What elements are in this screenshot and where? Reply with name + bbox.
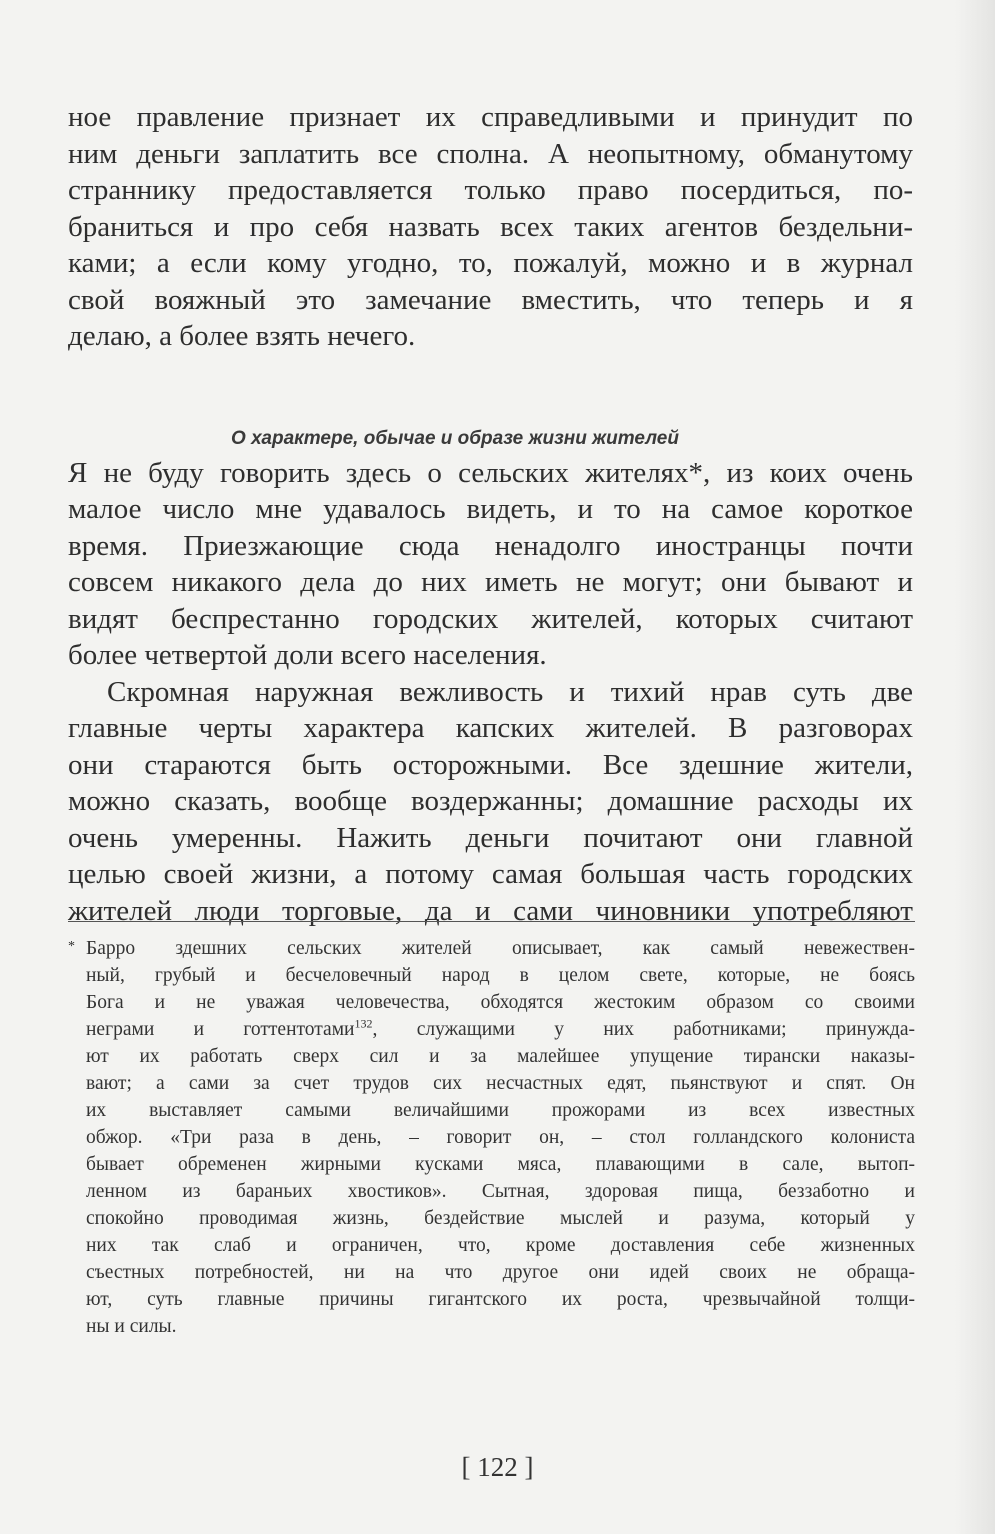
text-line: браниться и про себя назвать всех таких агентов бездельни- [68,211,913,243]
text-line: ное правление признает их справедливыми и принудит по [68,101,913,133]
text-line: страннику предоставляется только право посердиться, по- [68,174,913,206]
footnote-line: ны и силы. [86,1316,177,1337]
footnote-line: съестных потребностей, ни на что другое они идей своих не обраща- [86,1262,915,1283]
text-line: Я не буду говорить здесь о сельских жителях*, из коих очень [68,457,913,489]
footnote-line: спокойно проводимая жизнь, бездействие мыслей и разума, который у [86,1208,915,1229]
footnote-line: их выставляет самыми величайшими прожорами из всех известных [86,1100,915,1121]
reference-number: 132 [354,1016,373,1031]
footnote-line: вают; а сами за счет трудов сих несчастных едят, пьянствуют и спят. Он [86,1073,915,1094]
text-line: ним деньги заплатить все сполна. А неопытному, обманутому [68,138,913,170]
footnote-text: , служащими у них работниками; принужда- [372,1019,916,1040]
text-line: видят беспрестанно городских жителей, которых считают [68,603,913,635]
text-line: Скромная наружная вежливость и тихий нрав суть две [107,676,913,708]
text-line: более четвертой доли всего населения. [68,639,547,671]
text-line: целью своей жизни, а потому самая большая часть городских [68,858,913,890]
footnote-line: ют их работать сверх сил и за малейшее упущение тирански наказы- [86,1046,915,1067]
text-line: очень умеренны. Нажить деньги почитают они главной [68,822,913,854]
text-line: делаю, а более взять нечего. [68,320,416,352]
footnote-line: Барро здешних сельских жителей описывает, как самый невежествен- [86,938,915,959]
text-line: малое число мне удавалось видеть, и то на самое короткое [68,493,913,525]
footnote-line [86,1018,915,1042]
footnote-line: них так слаб и ограничен, что, кроме доставления себе жизненных [86,1235,915,1256]
page-edge-shadow [955,0,995,1534]
footnote-line: ный, грубый и бесчеловечный народ в целом свете, которые, не боясь [86,965,915,986]
footnote-line: обжор. «Три раза в день, – говорит он, – стол голландского колониста [86,1127,915,1148]
footnote-separator [68,921,915,922]
text-line: время. Приезжающие сюда ненадолго иностранцы почти [68,530,913,562]
text-line: совсем никакого дела до них иметь не могут; они бывают и [68,566,913,598]
text-line: они стараются быть осторожными. Все здешние жители, [68,749,913,781]
section-heading: О характере, обычае и образе жизни жителей [231,428,679,449]
page-number: [ 122 ] [461,1452,534,1482]
footnote-line: Бога и не уважая человечества, обходятся жестоким образом со своими [86,992,915,1013]
text-line: ками; а если кому угодно, то, пожалуй, можно и в журнал [68,247,913,279]
text-line: жителей люди торговые, да и сами чиновники употребляют [68,895,913,927]
text-line: свой вояжный это замечание вместить, что теперь и я [68,284,913,316]
text-line: главные черты характера капских жителей. В разговорах [68,712,913,744]
footnote-line: ленном из бараньих хвостиков». Сытная, здоровая пища, беззаботно и [86,1181,915,1202]
footnote-text: неграми и готтентотами [86,1019,355,1040]
footnote-line: ют, суть главные причины гигантского их роста, чрезвычайной толщи- [86,1289,915,1310]
footnote-marker: * [68,939,75,954]
text-line: можно сказать, вообще воздержанны; домашние расходы их [68,785,913,817]
footnote-line: бывает обременен жирными кусками мяса, плавающими в сале, вытоп- [86,1154,915,1175]
